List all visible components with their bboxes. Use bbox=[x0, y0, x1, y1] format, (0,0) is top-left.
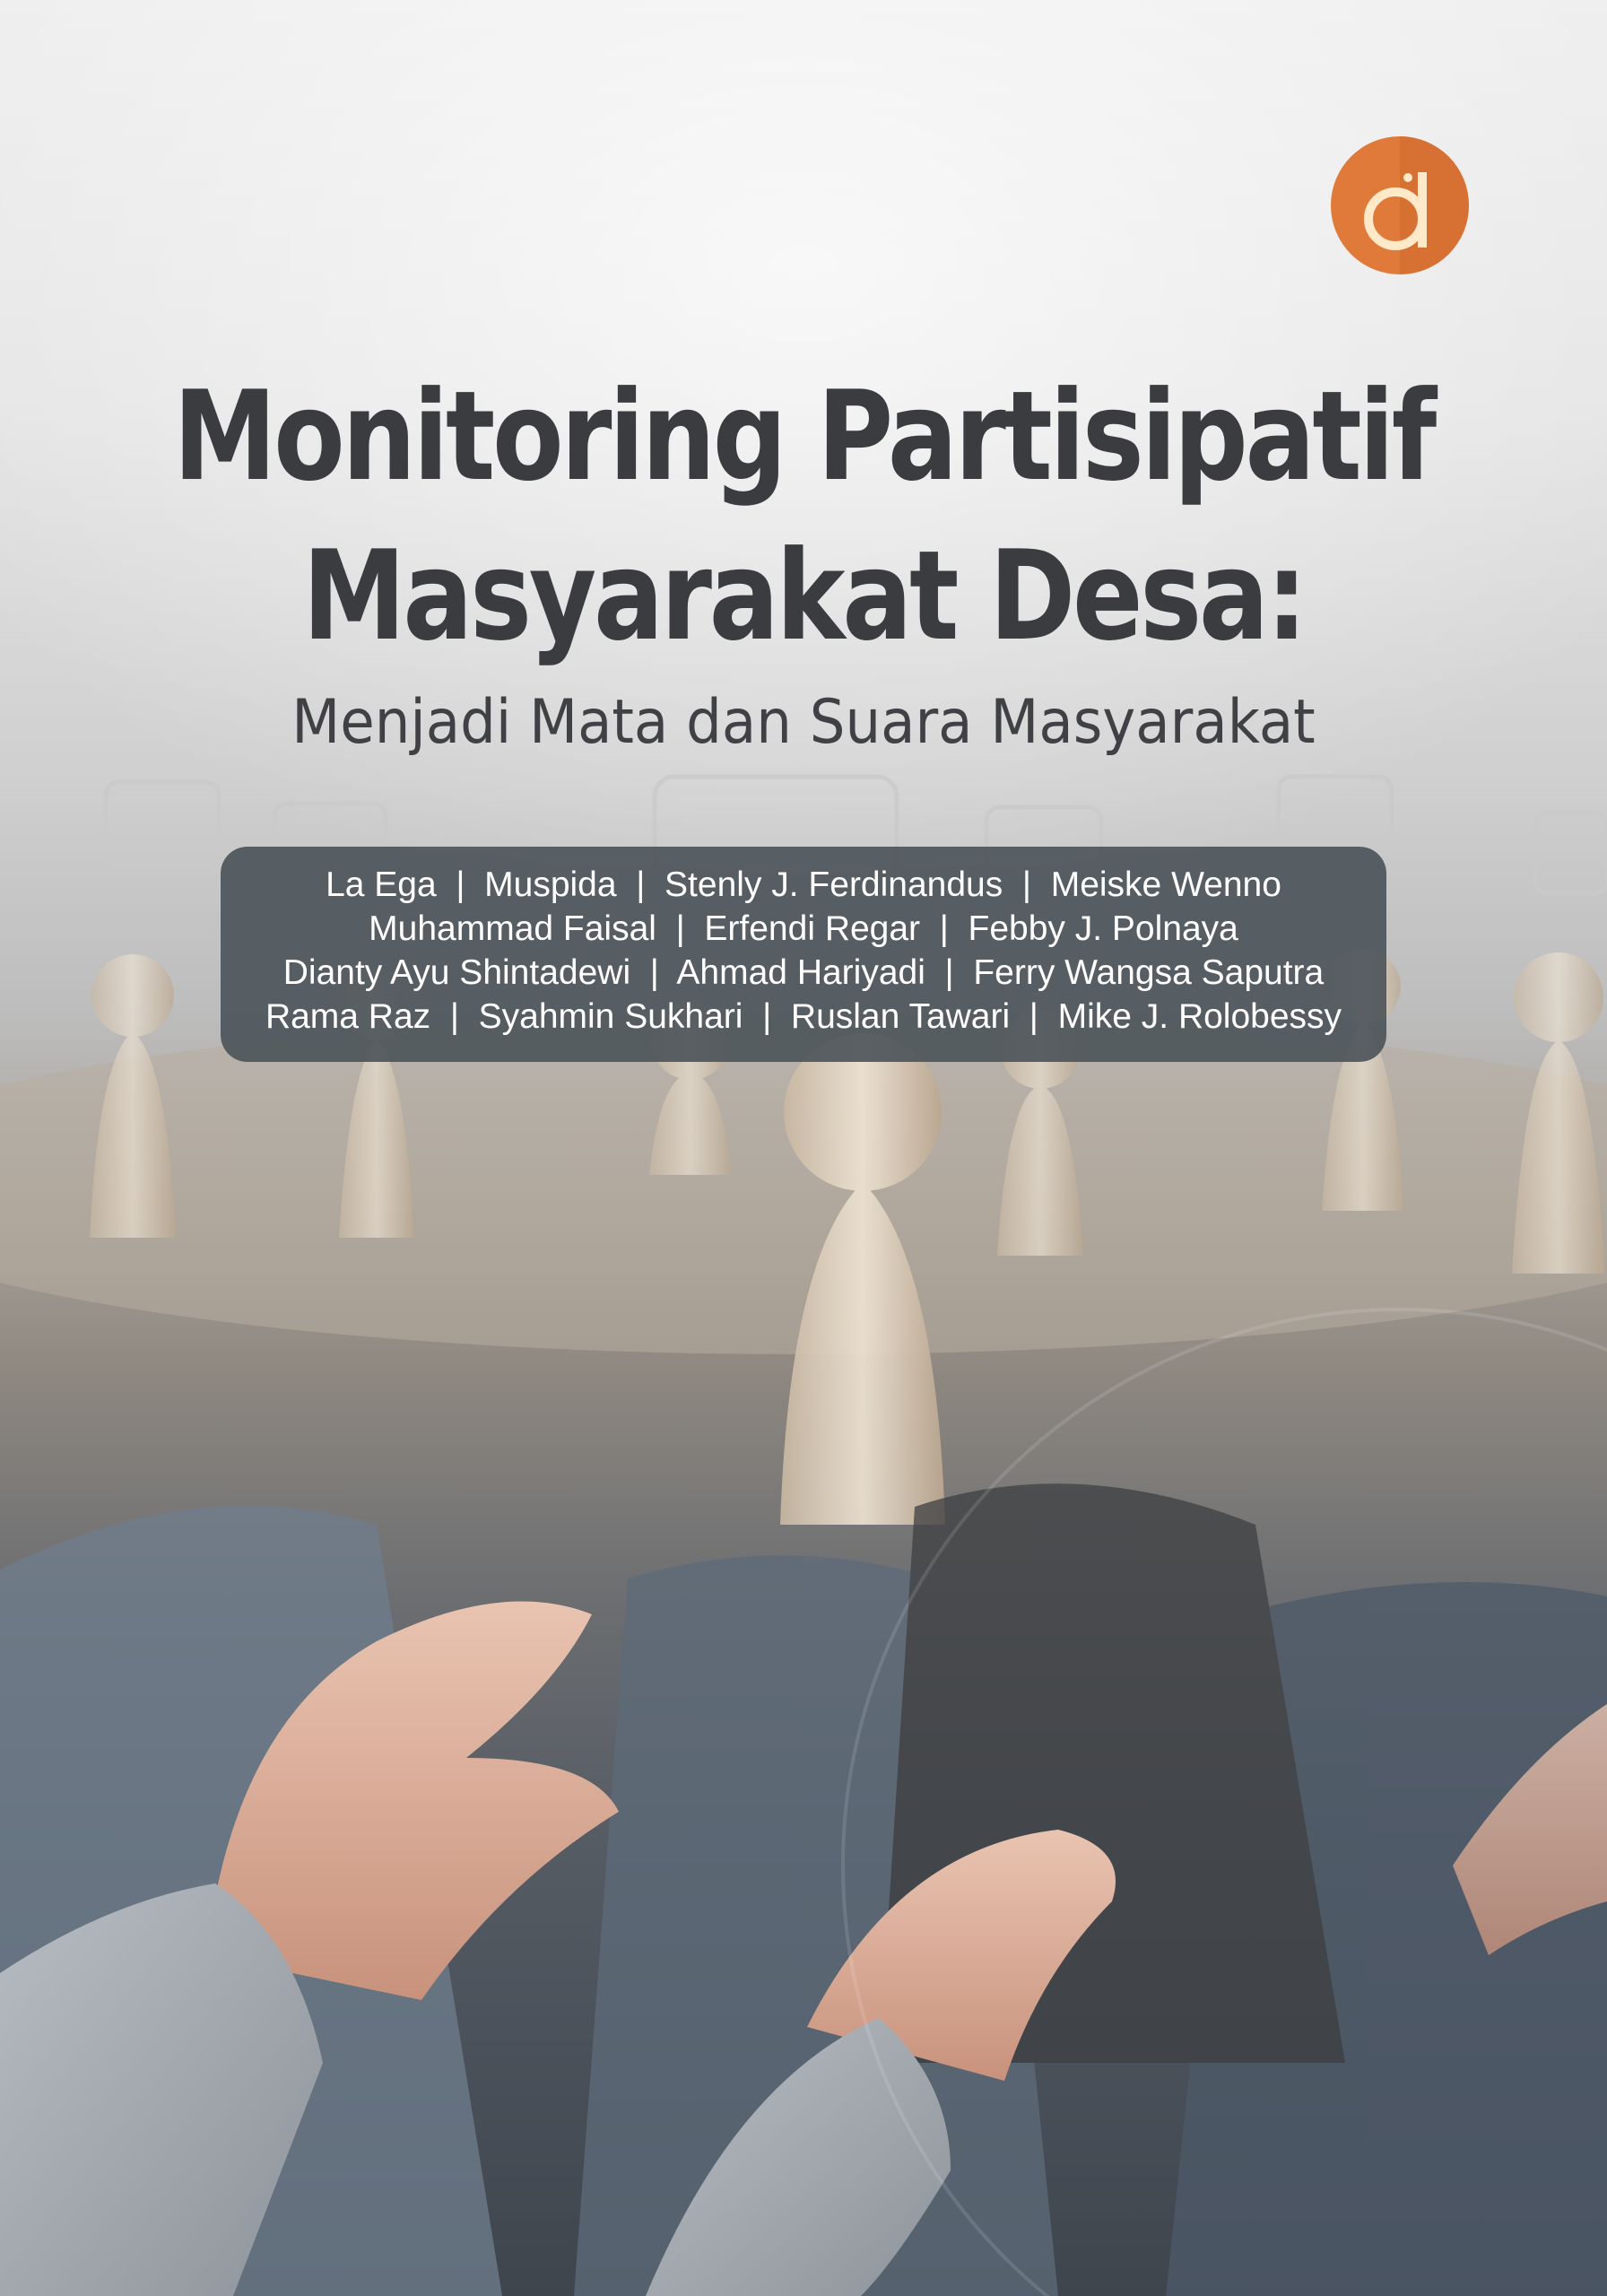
authors-line-3: Dianty Ayu Shintadewi | Ahmad Hariyadi | Ferry Wangsa Saputra bbox=[282, 953, 1325, 992]
subtitle: Menjadi Mata dan Suara Masyarakat bbox=[291, 687, 1316, 758]
title-line-1: Monitoring Partisipatif bbox=[173, 364, 1434, 509]
authors-box bbox=[221, 847, 1386, 1062]
authors-line-4: Rama Raz | Syahmin Sukhari | Ruslan Tawari | Mike J. Rolobessy bbox=[265, 997, 1342, 1036]
authors-line-1: La Ega | Muspida | Stenly J. Ferdinandus | Meiske Wenno bbox=[326, 865, 1281, 904]
authors-line-2: Muhammad Faisal | Erfendi Regar | Febby J. Polnaya bbox=[369, 909, 1238, 948]
title-line-2: Masyarakat Desa: bbox=[302, 524, 1305, 668]
publisher-d-logo-icon bbox=[1331, 136, 1469, 274]
